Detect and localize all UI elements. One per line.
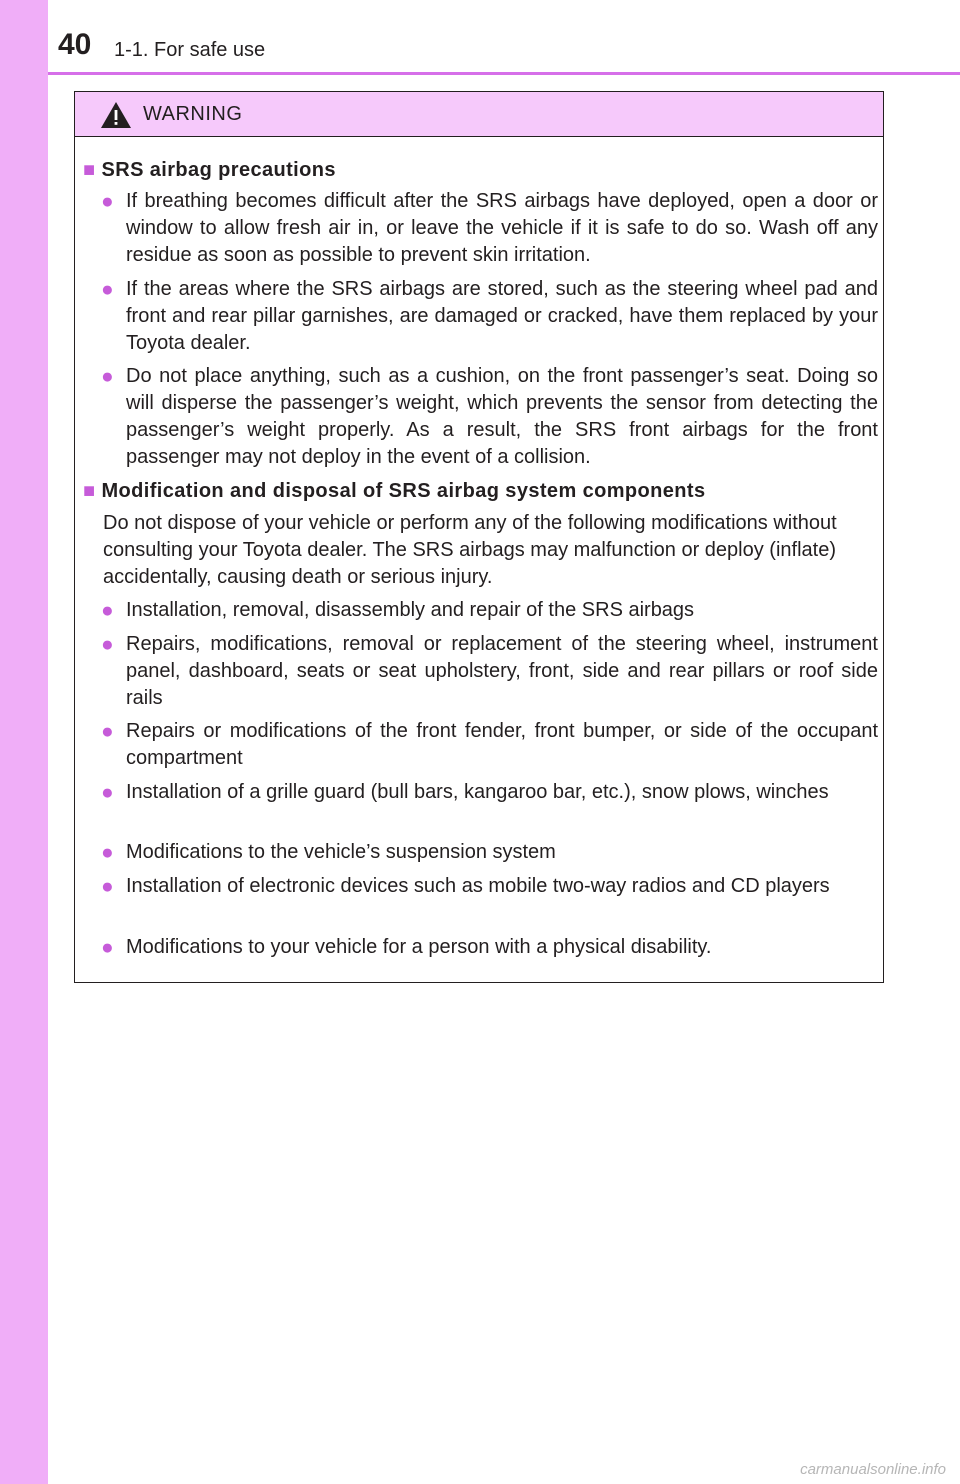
list-item-text: Installation of a grille guard (bull bars, kangaroo bar, etc.), snow plows, winches xyxy=(126,781,829,803)
heading-text: SRS airbag precautions xyxy=(101,159,336,181)
round-bullet-icon: ● xyxy=(101,278,114,301)
section-heading xyxy=(83,158,336,182)
list-item-text: Modifications to the vehicle’s suspension system xyxy=(126,841,556,863)
section-intro: Do not dispose of your vehicle or perform any of the following modifications without consulting your Toyota dealer. The SRS airbags may malfunction or deploy (inflate) accidentally, causing death or serious injury. xyxy=(103,512,837,588)
list-item xyxy=(101,631,878,712)
round-bullet-icon: ● xyxy=(101,633,114,656)
list-item-text: Repairs or modifications of the front fender, front bumper, or side of the occupant compartment xyxy=(126,720,878,769)
round-bullet-icon: ● xyxy=(101,875,114,898)
watermark: carmanualsonline.info xyxy=(800,1461,946,1478)
list-item-text: Repairs, modifications, removal or replacement of the steering wheel, instrument panel, dashboard, seats or seat upholstery, front, side and rear pillars or roof side rails xyxy=(126,633,878,709)
round-bullet-icon: ● xyxy=(101,599,114,622)
list-item xyxy=(101,718,878,772)
warning-box xyxy=(74,91,884,983)
list-item xyxy=(101,873,878,900)
round-bullet-icon: ● xyxy=(101,190,114,213)
round-bullet-icon: ● xyxy=(101,365,114,388)
heading-text: Modification and disposal of SRS airbag system components xyxy=(101,480,706,502)
list-item-text: Modifications to your vehicle for a person with a physical disability. xyxy=(126,936,712,958)
square-bullet-icon: ■ xyxy=(83,159,96,181)
list-item-text: If breathing becomes difficult after the SRS airbags have deployed, open a door or window to allow fresh air in, or leave the vehicle if it is safe to do so. Wash off any residue as soon as possible to prevent skin irritation. xyxy=(126,190,878,266)
list-item-text: Installation of electronic devices such as mobile two-way radios and CD players xyxy=(126,875,830,897)
warning-header xyxy=(75,92,883,137)
header-rule xyxy=(48,72,960,75)
warning-title: WARNING xyxy=(143,103,243,125)
list-item xyxy=(101,363,878,471)
round-bullet-icon: ● xyxy=(101,720,114,743)
side-tab-band xyxy=(0,0,48,1484)
square-bullet-icon: ■ xyxy=(83,480,96,502)
list-item-text: If the areas where the SRS airbags are stored, such as the steering wheel pad and front and rear pillar garnishes, are damaged or cracked, have them replaced by your Toyota dealer. xyxy=(126,278,878,354)
warning-triangle-icon xyxy=(100,101,132,129)
round-bullet-icon: ● xyxy=(101,841,114,864)
list-item xyxy=(101,276,878,357)
list-item xyxy=(101,934,878,961)
list-item xyxy=(101,597,878,624)
list-item xyxy=(101,839,878,866)
round-bullet-icon: ● xyxy=(101,781,114,804)
page-number: 40 xyxy=(58,28,92,61)
section-heading xyxy=(83,479,706,503)
section-title: 1-1. For safe use xyxy=(114,39,266,61)
list-item-text: Installation, removal, disassembly and repair of the SRS airbags xyxy=(126,599,695,621)
list-item-text: Do not place anything, such as a cushion, on the front passenger’s seat. Doing so will disperse the passenger’s weight, which prevents the sensor from detecting the passenger’s weight properly. As a result, the SRS front airbags for the front passenger may not deploy in the event of a collision. xyxy=(126,365,878,468)
round-bullet-icon: ● xyxy=(101,936,114,959)
list-item xyxy=(101,779,878,806)
list-item xyxy=(101,188,878,269)
